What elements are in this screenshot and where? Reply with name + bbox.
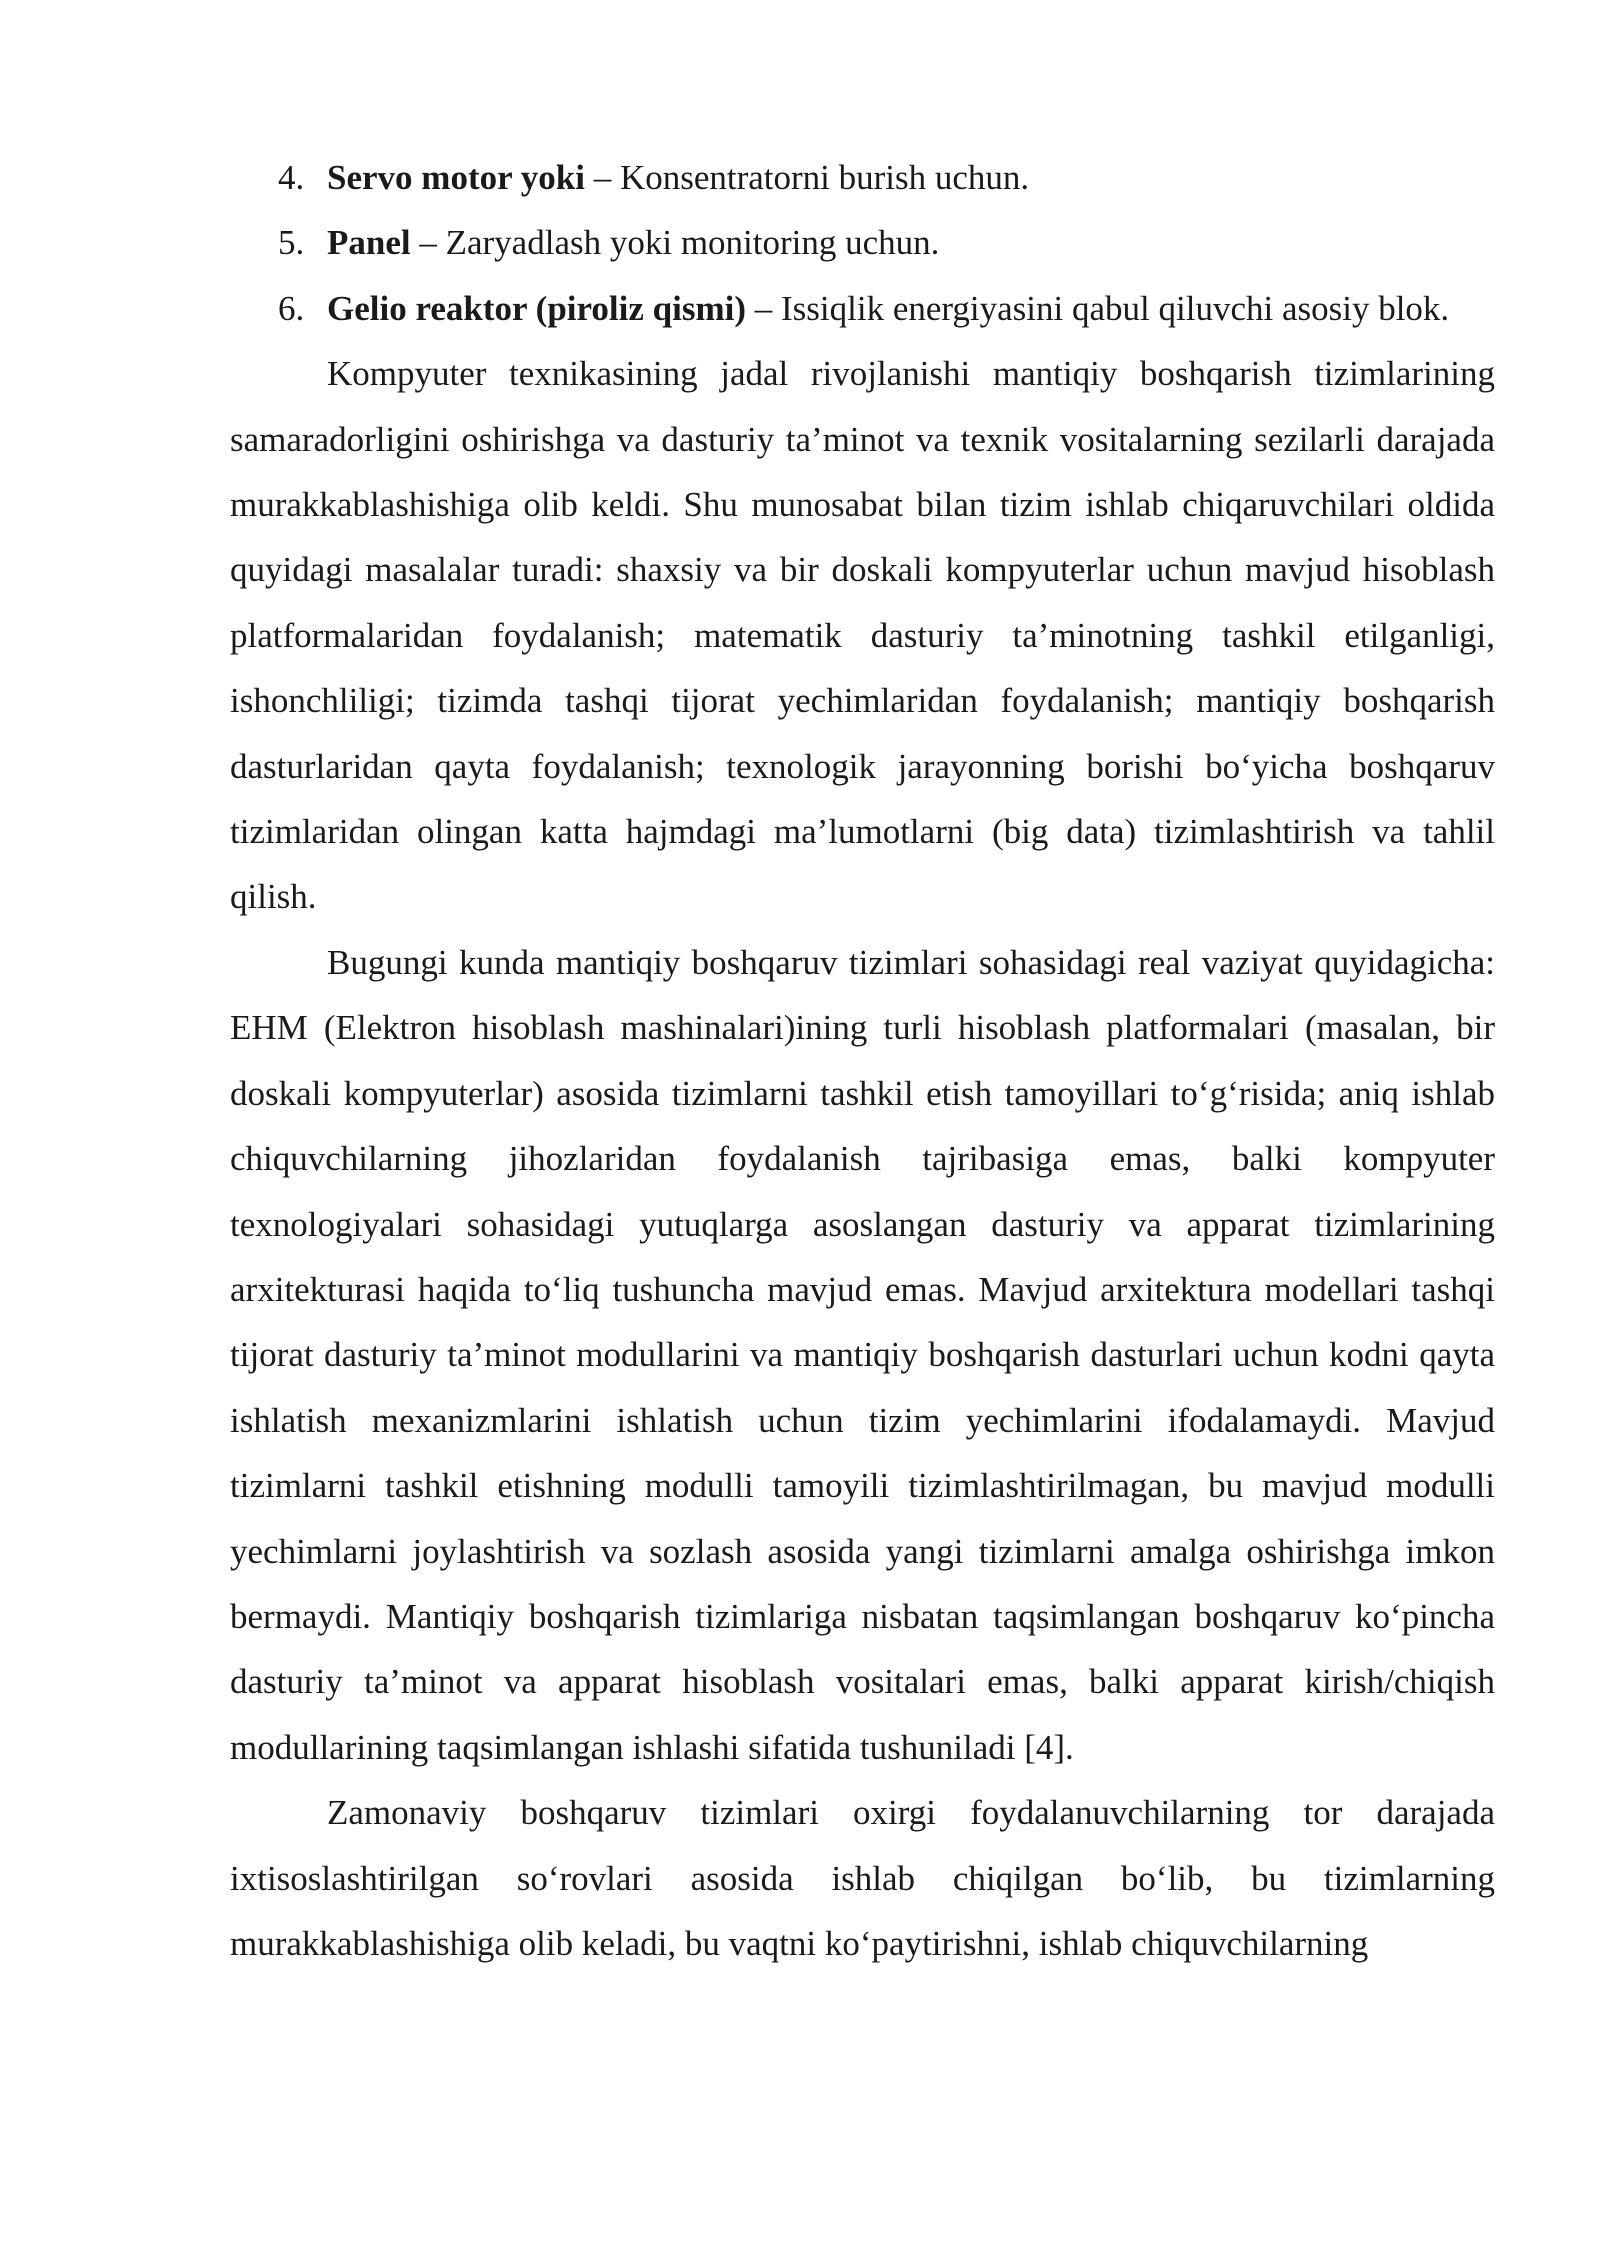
list-item-number: 5. xyxy=(278,223,305,263)
list-item-description: – Konsentratorni burish uchun. xyxy=(584,158,1030,197)
list-item-description: – Issiqlik energiyasini qabul qiluvchi asosiy blok. xyxy=(746,288,1450,328)
paragraph-current-situation: Bugungi kunda mantiqiy boshqaruv tizimlari sohasidagi real vaziyat quyidagicha: EHM (Elektron hisoblash mashinalari)ining turli hisoblash platformalari (masalan, bir doskali kompyuterlar) asosida tizimlarni tashkil etish tamoyillari to‘g‘risida; aniq ishlab chiquvchilarning jihozlaridan foydalanish tajribasiga emas, balki kompyuter texnologiyalari sohasidagi yutuqlarga asoslangan dasturiy va apparat tizimlarining arxitekturasi haqida to‘liq tushuncha mavjud emas. Mavjud arxitektura modellari tashqi tijorat dasturiy ta’minot modullarini va mantiqiy boshqarish dasturlari uchun kodni qayta ishlatish mexanizmlarini ishlatish uchun tizim yechimlarini ifodalamaydi. Mavjud tizimlarni tashkil etishning modulli tamoyili tizimlashtirilmagan, bu mavjud modulli yechimlarni joylashtirish va sozlash asosida yangi tizimlarni amalga oshirishga imkon bermaydi. Mantiqiy boshqarish tizimlariga nisbatan taqsimlangan boshqaruv ko‘pincha dasturiy ta’minot va apparat hisoblash vositalari emas, balki apparat kirish/chiqish modullarining taqsimlangan ishlashi sifatida tushuniladi [4]. xyxy=(230,942,1495,1767)
list-item xyxy=(230,145,1495,210)
list-item-number: 6. xyxy=(278,288,305,328)
list-item-term: Servo motor yoki xyxy=(327,158,585,197)
list-item xyxy=(230,276,1495,341)
document-body xyxy=(230,145,1495,1976)
paragraph-modern-systems: Zamonaviy boshqaruv tizimlari oxirgi foydalanuvchilarning tor darajada ixtisoslashtirilgan so‘rovlari asosida ishlab chiqilgan bo‘lib, bu tizimlarning murakkablashishiga olib keladi, bu vaqtni ko‘paytirishni, ishlab chiquvchilarning xyxy=(230,1793,1495,1963)
list-item xyxy=(230,210,1495,275)
list-item-number: 4. xyxy=(278,158,305,197)
component-list xyxy=(230,145,1495,341)
paragraph-computing-development: Kompyuter texnikasining jadal rivojlanishi mantiqiy boshqarish tizimlarining samaradorligini oshirishga va dasturiy ta’minot va texnik vositalarning sezilarli darajada murakkablashishiga olib keldi. Shu munosabat bilan tizim ishlab chiqaruvchilari oldida quyidagi masalalar turadi: shaxsiy va bir doskali kompyuterlar uchun mavjud hisoblash platformalaridan foydalanish; matematik dasturiy ta’minotning tashkil etilganligi, ishonchliligi; tizimda tashqi tijorat yechimlaridan foydalanish; mantiqiy boshqarish dasturlaridan qayta foydalanish; texnologik jarayonning borishi bo‘yicha boshqaruv tizimlaridan olingan katta hajmdagi ma’lumotlarni (big data) tizimlashtirish va tahlil qilish. xyxy=(230,354,1495,917)
list-item-term: Panel xyxy=(327,223,411,263)
list-item-term: Gelio reaktor (piroliz qismi) xyxy=(327,288,746,328)
list-item-description: – Zaryadlash yoki monitoring uchun. xyxy=(410,223,940,263)
